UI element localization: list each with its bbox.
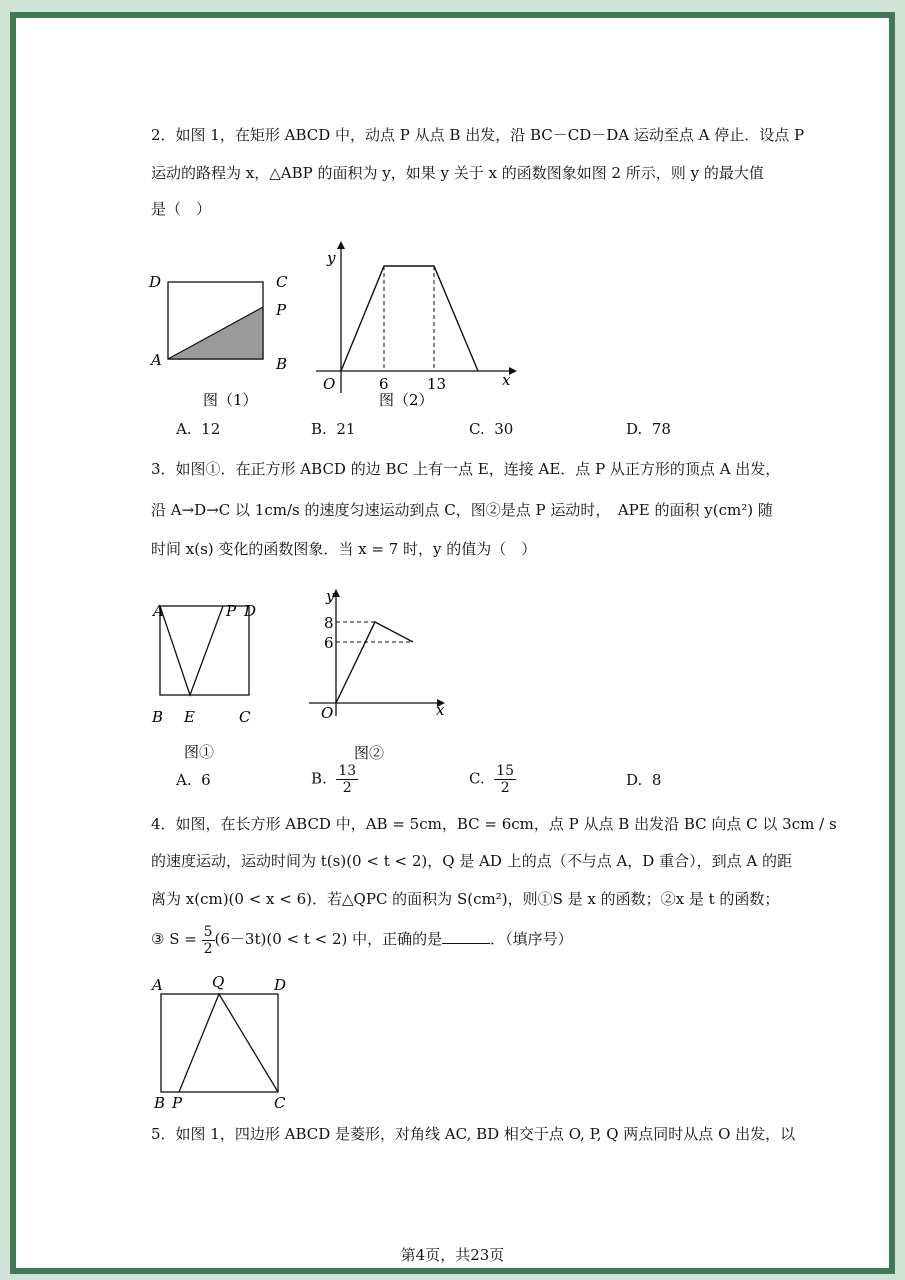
q3-option-a[interactable]: A. 6 <box>176 771 211 789</box>
q4-line2: 的速度运动，运动时间为 t(s)(0 < t < 2)，Q 是 AD 上的点（不与点 A，D 重合），到点 A 的距 <box>151 852 792 870</box>
label-b: B <box>154 1094 166 1112</box>
label-b: B <box>152 708 164 726</box>
figure-caption: 图① <box>184 743 215 761</box>
figure-caption: 图（2） <box>379 391 434 409</box>
q2-option-c[interactable]: C. 30 <box>469 420 514 438</box>
q2-line1: 2．如图 1，在矩形 ABCD 中，动点 P 从点 B 出发，沿 BC－CD－DA 运动至点 A 停止．设点 P <box>151 126 805 144</box>
q3-option-c[interactable]: C. $\frac{15}{2}$ <box>469 763 515 796</box>
q4-fraction: $\frac{5}{2}$ <box>203 923 213 957</box>
q3-figure-2 <box>294 581 454 766</box>
label-d: D <box>149 273 162 291</box>
tick-label-8: 8 <box>324 614 334 632</box>
answer-blank[interactable] <box>442 929 490 944</box>
label-p: P <box>172 1094 183 1112</box>
label-q: Q <box>212 973 225 991</box>
label-c: C <box>239 708 251 726</box>
q2-option-a[interactable]: A. 12 <box>176 420 221 438</box>
q4-line4 <box>151 922 573 957</box>
q2-option-b[interactable]: B. 21 <box>311 420 356 438</box>
tick-label-13: 13 <box>427 375 447 393</box>
tick-label-6: 6 <box>379 375 389 393</box>
figure-caption: 图（1） <box>203 391 258 409</box>
label-d: D <box>244 602 257 620</box>
function-graph <box>341 266 478 371</box>
label-c: C <box>274 1094 286 1112</box>
shaded-triangle-abp <box>168 307 263 359</box>
page-frame <box>10 12 895 1274</box>
q3-line1: 3．如图①．在正方形 ABCD 的边 BC 上有一点 E，连接 AE．点 P 从正方形的顶点 A 出发， <box>151 460 781 478</box>
label-d: D <box>274 976 287 994</box>
q4-line4-end: ．（填序号） <box>490 930 573 948</box>
label-a: A <box>151 351 162 369</box>
q3-line2: 沿 A→D→C 以 1cm/s 的速度匀速运动到点 C，图②是点 P 运动时， APE 的面积 y(cm²) 随 <box>151 501 773 519</box>
tick-label-6: 6 <box>324 634 334 652</box>
q3-figure-1 <box>138 591 278 761</box>
q4-line1: 4．如图，在长方形 ABCD 中，AB = 5cm，BC = 6cm，点 P 从点 B 出发沿 BC 向点 C 以 3cm / s <box>151 815 837 833</box>
origin-label: O <box>321 704 334 722</box>
page-content <box>16 18 889 1268</box>
function-graph <box>336 622 413 703</box>
label-p: P <box>226 602 237 620</box>
q2-line2: 运动的路程为 x，△ABP 的面积为 y，如果 y 关于 x 的函数图象如图 2 所示，则 y 的最大值 <box>151 164 764 182</box>
triangle-ape <box>160 606 223 695</box>
axis-label-y: y <box>326 587 335 605</box>
q2-figure-1 <box>141 263 306 413</box>
q5-line1: 5．如图 1，四边形 ABCD 是菱形，对角线 AC, BD 相交于点 O, P, Q 两点同时从点 O 出发，以 <box>151 1125 796 1143</box>
page-number: 第4页，共23页 <box>400 1246 505 1264</box>
axis-label-y: y <box>327 249 336 267</box>
y-axis-arrow <box>337 241 345 249</box>
q4-line3: 离为 x(cm)(0 < x < 6)．若△QPC 的面积为 S(cm²)，则①S 是 x 的函数；②x 是 t 的函数； <box>151 890 780 908</box>
origin-label: O <box>323 375 336 393</box>
q2-option-d[interactable]: D. 78 <box>626 420 671 438</box>
q2-line3: 是（ ） <box>151 200 212 218</box>
figure-caption: 图② <box>354 744 385 762</box>
label-c: C <box>276 273 288 291</box>
axis-label-x: x <box>436 701 445 719</box>
q3-option-b[interactable]: B. $\frac{13}{2}$ <box>311 763 357 796</box>
q4-line4-prefix: ③ S = <box>151 930 197 948</box>
q3-line3: 时间 x(s) 变化的函数图象．当 x = 7 时，y 的值为（ ） <box>151 540 537 558</box>
rectangle-abcd <box>161 994 278 1092</box>
q4-line4-middle: (6－3t)(0 < t < 2) 中，正确的是 <box>214 930 443 948</box>
triangle-qpc <box>179 994 278 1092</box>
label-b: B <box>276 355 288 373</box>
label-p: P <box>276 301 287 319</box>
q3-option-d[interactable]: D. 8 <box>626 771 662 789</box>
q2-figure-2 <box>301 233 521 413</box>
label-a: A <box>152 976 163 994</box>
axis-label-x: x <box>502 371 511 389</box>
label-e: E <box>184 708 195 726</box>
label-a: A <box>153 602 164 620</box>
q4-figure <box>136 970 301 1110</box>
